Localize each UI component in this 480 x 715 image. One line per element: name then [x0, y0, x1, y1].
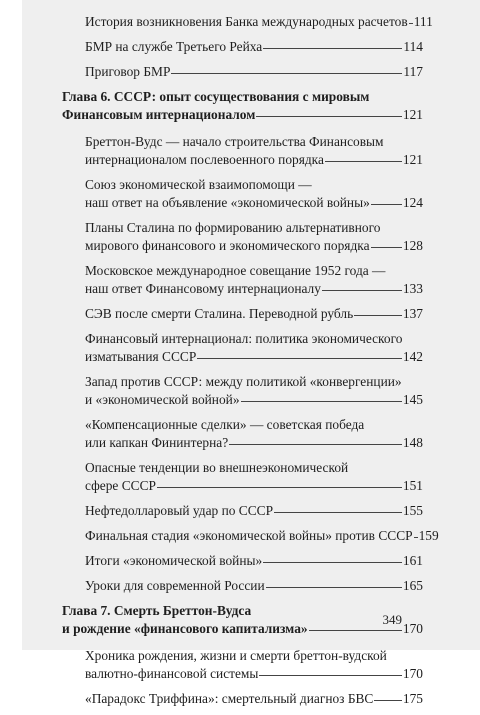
toc-text: СЭВ после смерти Сталина. Переводной рубль	[85, 306, 354, 321]
toc-text: Хроника рождения, жизни и смерти бреттон-вудской	[85, 648, 387, 663]
toc-line	[62, 620, 423, 638]
toc-line	[85, 373, 423, 391]
toc-entry	[62, 38, 423, 56]
toc-page-number: 137	[402, 306, 423, 321]
toc-line	[85, 194, 423, 212]
toc-line	[85, 527, 439, 545]
toc-text: Приговор БМР	[85, 64, 171, 79]
toc-line	[85, 133, 423, 151]
toc-entry	[62, 527, 439, 545]
toc-page-number: 159	[418, 528, 439, 543]
toc-line	[85, 477, 423, 495]
toc-line	[85, 577, 423, 595]
toc-text: и рождение «финансового капитализма»	[62, 621, 308, 636]
leader-line	[322, 290, 402, 291]
toc-entry	[62, 373, 423, 409]
toc-text: изматывания СССР	[85, 349, 197, 364]
toc-line	[85, 237, 423, 255]
toc-line	[85, 502, 423, 520]
toc-page-number: 142	[402, 349, 423, 364]
book-page	[22, 0, 480, 706]
leader-line	[354, 315, 402, 316]
toc-page-number: 148	[402, 435, 423, 450]
toc-page-number: 155	[402, 503, 423, 518]
toc-text: Финальная стадия «экономической войны» против СССР	[85, 528, 413, 543]
toc-page-number: 165	[402, 578, 423, 593]
toc-page-number: 124	[402, 195, 423, 210]
toc-text: Бреттон-Вудс — начало строительства Финансовым	[85, 134, 384, 149]
toc-line	[85, 348, 423, 366]
toc-text: мирового финансового и экономического порядка	[85, 238, 370, 253]
toc-line	[85, 176, 423, 194]
toc-text: Финансовым интернационалом	[62, 107, 256, 122]
toc-line	[62, 602, 423, 620]
leader-line	[263, 48, 402, 49]
toc-entry	[62, 219, 423, 255]
leader-line	[266, 587, 402, 588]
toc-line	[85, 690, 423, 708]
leader-line	[157, 487, 402, 488]
toc-chapter	[62, 602, 423, 638]
toc-entry	[62, 330, 423, 366]
toc-page-number: 117	[403, 64, 423, 79]
toc-text: или капкан Фининтерна?	[85, 435, 229, 450]
toc-text: наш ответ на объявление «экономической войны»	[85, 195, 370, 210]
toc-entry	[62, 459, 423, 495]
toc-text: наш ответ Финансовому интернационалу	[85, 281, 321, 296]
toc-entry	[62, 647, 423, 683]
toc-text: интернационалом послевоенного порядка	[85, 152, 324, 167]
toc-line	[85, 38, 423, 56]
toc-text: БМР на службе Третьего Рейха	[85, 39, 263, 54]
toc-entry	[62, 13, 433, 31]
leader-line	[241, 401, 402, 402]
toc-entry	[62, 690, 423, 708]
toc-text: Глава 6. СССР: опыт сосуществования с мировым	[62, 89, 370, 104]
toc-entry	[62, 305, 423, 323]
toc-line	[85, 305, 423, 323]
leader-line	[259, 675, 402, 676]
toc-line	[85, 665, 423, 683]
toc-page-number: 111	[413, 14, 433, 29]
toc-line	[85, 280, 423, 298]
toc-line	[85, 434, 423, 452]
toc-chapter	[62, 88, 423, 124]
toc-text: Союз экономической взаимопомощи —	[85, 177, 312, 192]
toc-page-number: 170	[402, 666, 423, 681]
toc-line	[85, 63, 423, 81]
toc-page-number: 161	[402, 553, 423, 568]
toc-line	[85, 219, 423, 237]
toc-line	[85, 459, 423, 477]
leader-line	[371, 247, 402, 248]
toc-text: Уроки для современной России	[85, 578, 265, 593]
toc-text: Итоги «экономической войны»	[85, 553, 263, 568]
toc-text: валютно-финансовой системы	[85, 666, 259, 681]
toc-line	[85, 262, 423, 280]
toc-page-number: 145	[402, 392, 423, 407]
toc-entry	[62, 416, 423, 452]
leader-line	[414, 537, 418, 538]
toc-text: Глава 7. Смерть Бреттон-Вудса	[62, 603, 252, 618]
toc-line	[85, 552, 423, 570]
toc-page-number: 175	[402, 691, 423, 706]
leader-line	[374, 700, 402, 701]
leader-line	[371, 204, 402, 205]
toc-text: Опасные тенденции во внешнеэкономической	[85, 460, 349, 475]
toc-line	[85, 13, 433, 31]
toc-text: Планы Сталина по формированию альтернативного	[85, 220, 381, 235]
page-number: 349	[382, 612, 402, 627]
toc-text: Запад против СССР: между политикой «конвергенции»	[85, 374, 402, 389]
toc-page-number: 121	[402, 107, 423, 122]
toc-entry	[62, 502, 423, 520]
toc-text: и «экономической войной»	[85, 392, 240, 407]
toc-page-number: 151	[402, 478, 423, 493]
toc-entry	[62, 133, 423, 169]
leader-line	[409, 23, 413, 24]
table-of-contents	[62, 13, 439, 715]
toc-text: сфере СССР	[85, 478, 156, 493]
toc-text: Нефтедолларовый удар по СССР	[85, 503, 274, 518]
toc-entry	[62, 63, 423, 81]
toc-entry	[62, 176, 423, 212]
toc-page-number: 114	[403, 39, 423, 54]
toc-text: «Компенсационные сделки» — советская победа	[85, 417, 365, 432]
toc-line	[62, 106, 423, 124]
toc-line	[62, 88, 423, 106]
toc-text: Московское международное совещание 1952 года —	[85, 263, 386, 278]
toc-text: История возникновения Банка международных расчетов	[85, 14, 408, 29]
toc-text: «Парадокс Триффина»: смертельный диагноз БВС	[85, 691, 374, 706]
toc-line	[85, 416, 423, 434]
leader-line	[256, 116, 402, 117]
leader-line	[171, 73, 402, 74]
toc-line	[85, 391, 423, 409]
leader-line	[325, 161, 402, 162]
toc-entry	[62, 552, 423, 570]
toc-line	[85, 330, 423, 348]
toc-line	[85, 151, 423, 169]
toc-entry	[62, 262, 423, 298]
leader-line	[263, 562, 402, 563]
toc-page-number: 128	[402, 238, 423, 253]
toc-page-number: 133	[402, 281, 423, 296]
leader-line	[309, 630, 402, 631]
toc-text: Финансовый интернационал: политика экономического	[85, 331, 403, 346]
leader-line	[197, 358, 402, 359]
toc-entry	[62, 577, 423, 595]
toc-page-number: 170	[402, 621, 423, 636]
toc-page-number: 121	[402, 152, 423, 167]
leader-line	[274, 512, 402, 513]
leader-line	[229, 444, 402, 445]
